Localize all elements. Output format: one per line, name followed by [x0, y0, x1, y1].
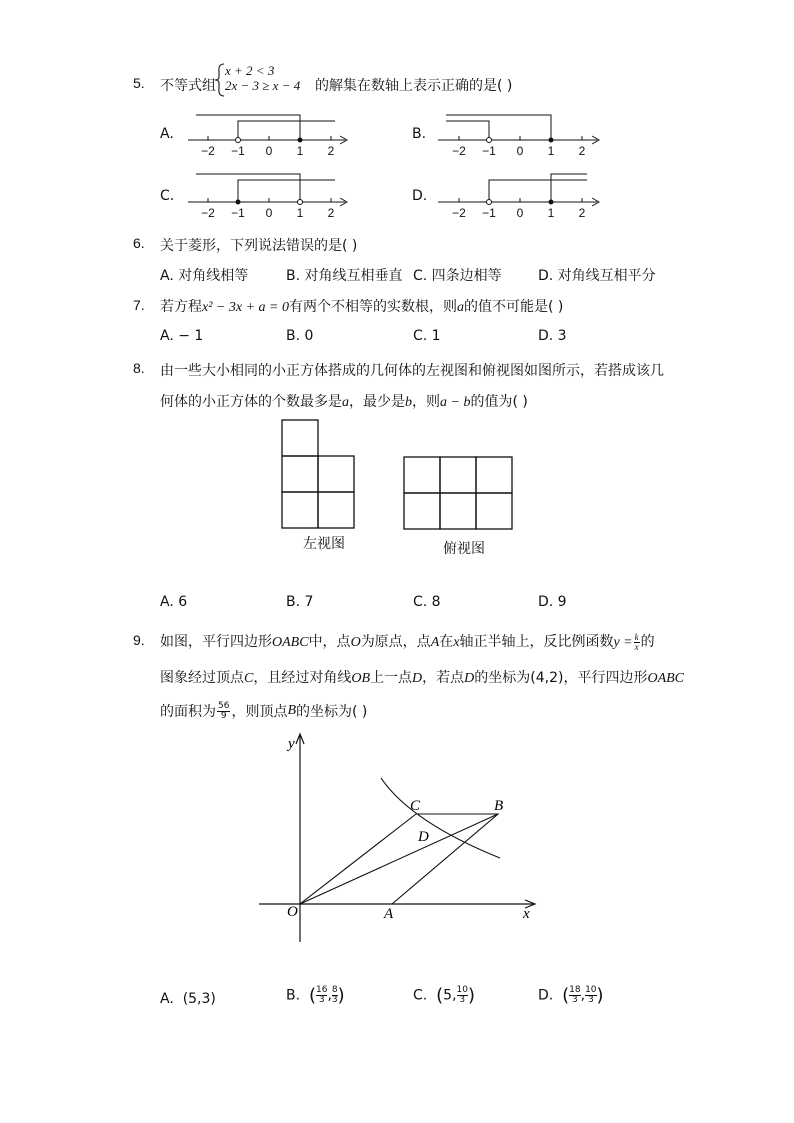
q9-option-b: B. ( $\frac{16}{3}$ , $\frac{8}{3}$ ): [286, 985, 345, 1006]
q9-l1b: OABC: [272, 635, 309, 650]
q5b-tick-neg1: −1: [482, 144, 496, 158]
q9-option-d: D. ( $\frac{18}{3}$ , $\frac{10}{3}$ ): [538, 985, 604, 1006]
label-B: B: [494, 798, 504, 814]
label-C: C: [410, 798, 421, 814]
q9-l1f: A: [430, 635, 440, 650]
q9-fraction-area: [217, 702, 230, 721]
label-O: O: [287, 904, 298, 920]
q9-l1a: 如图，平行四边形: [160, 634, 272, 650]
q7-text-b: 有两个不相等的实数根，则: [288, 299, 457, 315]
q9-fraction-k-x: [634, 633, 640, 652]
q8-line2c: ，则: [412, 394, 440, 410]
q9-option-a-value: (5,3): [182, 991, 216, 1007]
q5b-tick-1: 1: [547, 144, 555, 158]
label-A: A: [384, 906, 394, 922]
q5-numberline-b: [432, 105, 607, 160]
q9-l2j: OABC: [647, 671, 685, 686]
q9-l1h: x: [453, 635, 460, 650]
q9-l2c: ，且经过对角线: [253, 670, 352, 686]
q7-text-c: 的值不可能是( ): [463, 299, 564, 315]
q9-line-2: [160, 667, 684, 687]
q8-top-view-label: 俯视图: [443, 541, 485, 557]
q8-var-a: a: [342, 395, 349, 410]
q5c-tick-0: 0: [265, 206, 273, 220]
q9-option-c-prefix: C.: [413, 987, 428, 1004]
q8-line-2: [160, 391, 528, 411]
q9-l3b: ，则顶点: [231, 704, 288, 720]
q5-inequality-2: 2x − 3 ≥ x − 4: [225, 78, 301, 93]
q9-frac-den: x: [634, 641, 639, 652]
q9-d-d1: 3: [572, 995, 578, 1005]
q5-number: 5.: [133, 75, 145, 91]
q9-option-d-prefix: D.: [538, 987, 554, 1004]
q5b-tick-neg2: −2: [452, 144, 466, 158]
q5-option-d-label: D.: [412, 188, 428, 204]
q9-number: 9.: [133, 632, 145, 648]
q7-stem: [160, 296, 563, 316]
q5-numberline-a: [180, 105, 355, 160]
q5d-tick-0: 0: [516, 206, 524, 220]
q9-b-d2: 3: [331, 995, 338, 1005]
q9-l1g: 在: [439, 634, 454, 650]
q9-d-d2: 3: [587, 995, 594, 1005]
q9-l2i: 的坐标为(4,2)，平行四边形: [474, 670, 648, 686]
q5d-tick-neg1: −1: [482, 206, 496, 220]
q9-l1i: 轴正半轴上，反比例函数: [459, 634, 614, 650]
q9-b-n2: 8: [331, 985, 338, 995]
q9-l2h: D: [464, 671, 475, 686]
q5a-tick-2: 2: [327, 144, 335, 158]
q9-line-1: [160, 631, 655, 652]
q8-left-view: [280, 418, 356, 530]
q8-option-c: C. 8: [413, 594, 441, 610]
q5d-tick-1: 1: [547, 206, 555, 220]
q7-option-b: B. 0: [286, 328, 314, 344]
q8-top-view: [402, 455, 514, 531]
label-x: x: [523, 906, 530, 922]
q9-option-b-frac1: [316, 986, 327, 1005]
q9-l2f: D: [412, 671, 423, 686]
q5-option-b-label: B.: [412, 126, 427, 142]
q5-option-a-label: A.: [160, 126, 174, 142]
q5c-tick-neg1: −1: [231, 206, 245, 220]
q9-l3c: B: [287, 703, 297, 718]
q8-expression: a − b: [440, 395, 471, 410]
q9-option-c-frac: [457, 986, 468, 1005]
q6-option-a: A. 对角线相等: [160, 268, 249, 284]
q8-line2d: 的值为( ): [470, 394, 528, 410]
q8-left-view-label: 左视图: [303, 536, 345, 552]
q7-option-c: C. 1: [413, 328, 441, 344]
q9-l1l: 的: [640, 634, 655, 650]
q9-l1d: O: [350, 635, 361, 650]
q7-text-a: 若方程: [160, 299, 202, 315]
q9-b-n1: 16: [316, 985, 328, 995]
q6-text: 关于菱形，下列说法错误的是( ): [160, 238, 358, 254]
hyperbola-curve: [381, 778, 500, 858]
q9-area-num: 56: [218, 700, 230, 711]
q8-line2b: ，最少是: [349, 394, 405, 410]
q9-d-n1: 18: [569, 985, 581, 995]
q9-c-d2: 3: [459, 995, 466, 1005]
q7-equation: x² − 3x + a = 0: [202, 300, 289, 315]
q9-l1j: y =: [613, 635, 633, 650]
q8-var-b: b: [405, 395, 412, 410]
q5-inequality-1: x + 2 < 3: [225, 63, 275, 78]
q9-option-a: [160, 991, 216, 1007]
q5a-tick-0: 0: [265, 144, 273, 158]
q5a-tick-neg2: −2: [201, 144, 215, 158]
q5-numberline-d: [432, 167, 607, 222]
q8-option-a: A. 6: [160, 594, 188, 610]
q6-option-c: C. 四条边相等: [413, 268, 502, 284]
q8-option-d: D. 9: [538, 594, 567, 610]
q8-number: 8.: [133, 360, 145, 376]
q9-option-b-prefix: B.: [286, 987, 301, 1004]
q9-l3d: 的坐标为( ): [296, 704, 368, 720]
q9-l1c: 中，点: [308, 634, 351, 650]
q9-l2d: OB: [351, 671, 371, 686]
q9-d-n2: 10: [585, 985, 597, 995]
q9-c-n2: 10: [456, 985, 468, 995]
q9-l2g: ，若点: [422, 670, 465, 686]
q9-l2b: C: [244, 671, 254, 686]
q9-option-d-frac2: [585, 986, 596, 1005]
label-y: y: [288, 736, 295, 752]
q5a-tick-neg1: −1: [231, 144, 245, 158]
q9-l1e: 为原点，点: [360, 634, 431, 650]
q6-option-b: B. 对角线互相垂直: [286, 268, 403, 284]
q5b-tick-2: 2: [578, 144, 586, 158]
q5c-tick-1: 1: [296, 206, 304, 220]
q7-var: a: [456, 300, 464, 315]
q9-line-3: [160, 701, 367, 721]
q5c-tick-2: 2: [327, 206, 335, 220]
q9-b-d1: 3: [318, 995, 325, 1005]
q7-number: 7.: [133, 297, 145, 313]
q5d-tick-neg2: −2: [452, 206, 466, 220]
q6-number: 6.: [133, 235, 145, 251]
q9-c-lead: 5: [443, 987, 453, 1004]
q6-option-d: D. 对角线互相平分: [538, 268, 656, 284]
q9-l3a: 的面积为: [160, 704, 216, 720]
q9-option-a-prefix: A.: [160, 991, 174, 1007]
q5c-tick-neg2: −2: [201, 206, 215, 220]
q9-frac-num: k: [634, 631, 639, 642]
q8-option-b: B. 7: [286, 594, 314, 610]
q5d-tick-2: 2: [578, 206, 586, 220]
label-D: D: [418, 829, 429, 845]
q5-option-c-label: C.: [160, 188, 175, 204]
q9-l2a: 图象经过顶点: [160, 670, 244, 686]
q5a-tick-1: 1: [296, 144, 304, 158]
q5b-tick-0: 0: [516, 144, 524, 158]
q9-area-den: 9: [220, 710, 227, 721]
q5-prefix: 不等式组: [160, 78, 216, 94]
q7-option-a: A. − 1: [160, 328, 204, 344]
q5-suffix: 的解集在数轴上表示正确的是( ): [315, 78, 513, 94]
q7-option-d: D. 3: [538, 328, 567, 344]
q5-numberline-c: [180, 167, 355, 222]
q9-coordinate-figure: [255, 730, 545, 950]
q9-l2e: 上一点: [370, 670, 413, 686]
q9-option-c: C. (5, $\frac{10}{3}$ ): [413, 985, 476, 1006]
q8-line2a: 何体的小正方体的个数最多是: [160, 394, 342, 410]
q9-option-d-frac1: [569, 986, 580, 1005]
q8-line-1: 由一些大小相同的小正方体搭成的几何体的左视图和俯视图如图所示，若搭成该几: [160, 363, 664, 379]
